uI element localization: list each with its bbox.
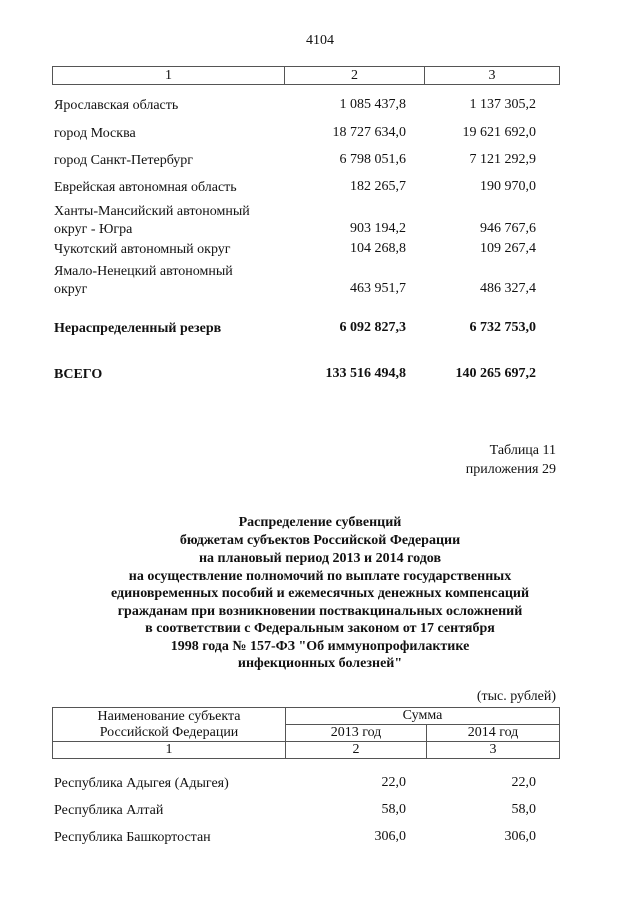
year-2014-header: 2014 год: [427, 725, 560, 742]
value-2013: 58,0: [381, 802, 406, 817]
column-number-1: 1: [53, 742, 286, 759]
region-name-line2: округ: [54, 282, 88, 297]
title-line: Распределение субвенций: [238, 515, 402, 530]
table-row: [52, 775, 560, 793]
total-2013: 133 516 494,8: [325, 366, 406, 381]
region-name-line2: округ - Югра: [54, 222, 133, 237]
value-2014: 19 621 692,0: [462, 125, 536, 140]
sum-header: Сумма: [286, 708, 560, 725]
table-row: [52, 152, 560, 170]
column-number-3: 3: [488, 68, 496, 83]
region-name: Республика Башкортостан: [54, 830, 211, 845]
units-label: (тыс. рублей): [476, 689, 556, 704]
table-row: [52, 241, 560, 259]
table-row: [52, 179, 560, 197]
table-row: [52, 97, 560, 115]
year-2013-header: 2013 год: [286, 725, 427, 742]
table-row: [52, 263, 560, 299]
value-2013: 306,0: [374, 829, 406, 844]
region-name: город Санкт-Петербург: [54, 153, 194, 168]
title-line: 1998 года № 157-ФЗ "Об иммунопрофилактике: [170, 639, 470, 654]
region-name: Чукотский автономный округ: [54, 242, 231, 257]
table-row: [52, 203, 560, 239]
total-label: ВСЕГО: [54, 367, 103, 382]
value-2013: 22,0: [381, 775, 406, 790]
reserve-2014: 6 732 753,0: [469, 320, 536, 335]
title-line: гражданам при возникновении поствакцинальных осложнений: [117, 604, 523, 619]
column-number-1: 1: [53, 67, 285, 84]
column-number-3: 3: [427, 742, 560, 759]
region-name: Ярославская область: [54, 98, 179, 113]
name-column-header-line1: Наименование субъекта: [97, 708, 241, 724]
title-line: в соответствии с Федеральным законом от 17 сентября: [145, 621, 495, 636]
title-line: бюджетам субъектов Российской Федерации: [179, 533, 461, 548]
value-2014: 1 137 305,2: [469, 97, 536, 112]
value-2013: 182 265,7: [350, 179, 406, 194]
value-2014: 190 970,0: [480, 179, 536, 194]
title-line: инфекционных болезней": [237, 656, 403, 671]
table-caption-line2: приложения 29: [465, 462, 556, 477]
value-2013: 1 085 437,8: [339, 97, 406, 112]
title-line: на плановый период 2013 и 2014 годов: [198, 551, 442, 566]
title-line: единовременных пособий и ежемесячных денежных компенсаций: [110, 586, 530, 601]
value-2014: 58,0: [511, 802, 536, 817]
value-2013: 104 268,8: [350, 241, 406, 256]
table-row: [52, 829, 560, 847]
value-2014: 22,0: [511, 775, 536, 790]
value-2014: 946 767,6: [480, 221, 536, 236]
name-column-header: [53, 708, 286, 742]
reserve-label: Нераспределенный резерв: [54, 321, 222, 336]
column-number-header: [52, 66, 560, 85]
value-2013: 463 951,7: [350, 281, 406, 296]
region-name-line1: Ханты-Мансийский автономный: [54, 204, 250, 219]
column-number-2: 2: [286, 742, 427, 759]
value-2014: 306,0: [504, 829, 536, 844]
reserve-2013: 6 092 827,3: [339, 320, 406, 335]
name-column-header-line2: Российской Федерации: [99, 724, 239, 740]
title-line: на осуществление полномочий по выплате государственных: [128, 569, 512, 584]
region-name: Еврейская автономная область: [54, 180, 237, 195]
total-2014: 140 265 697,2: [455, 366, 536, 381]
region-name-line1: Ямало-Ненецкий автономный: [54, 264, 233, 279]
region-name: Республика Алтай: [54, 803, 164, 818]
table-caption-line1: Таблица 11: [489, 443, 556, 458]
value-2014: 109 267,4: [480, 241, 536, 256]
value-2013: 18 727 634,0: [332, 125, 406, 140]
region-name: Республика Адыгея (Адыгея): [54, 776, 229, 791]
reserve-row: [52, 320, 560, 338]
value-2014: 486 327,4: [480, 281, 536, 296]
region-name: город Москва: [54, 126, 136, 141]
subvention-table-header: [52, 707, 560, 759]
table-row: [52, 125, 560, 143]
page-number: 4104: [306, 33, 334, 48]
value-2013: 6 798 051,6: [339, 152, 406, 167]
table-row: [52, 802, 560, 820]
value-2013: 903 194,2: [350, 221, 406, 236]
total-row: [52, 366, 560, 384]
value-2014: 7 121 292,9: [469, 152, 536, 167]
column-number-2: 2: [285, 67, 425, 84]
